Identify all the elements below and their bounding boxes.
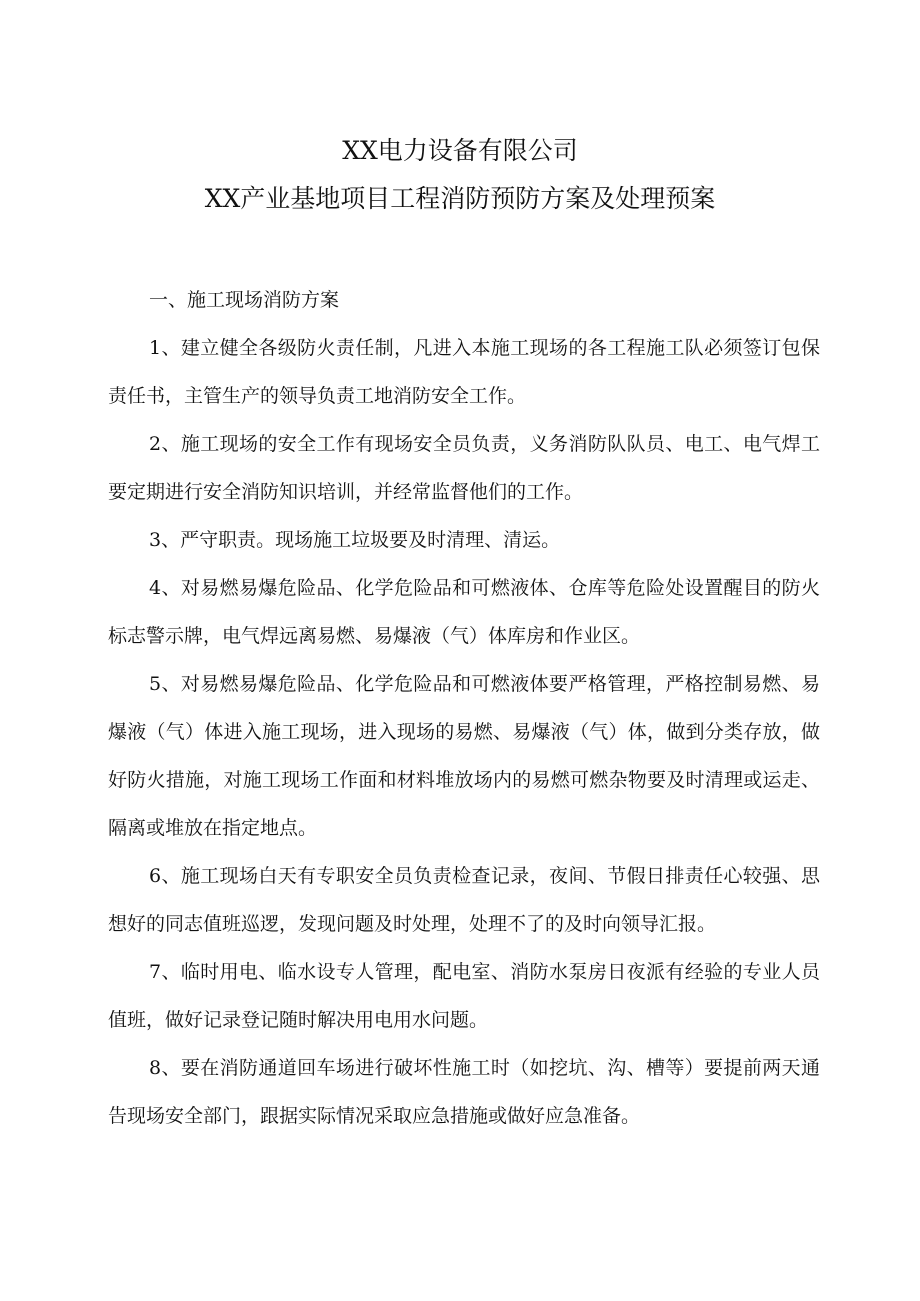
paragraph-1: 1、建立健全各级防火责任制，凡进入本施工现场的各工程施工队必须签订包保责任书，主管生产的领导负责工地消防安全工作。 xyxy=(108,337,820,407)
section-heading: 一、施工现场消防方案 xyxy=(149,289,340,311)
document-title: XX产业基地项目工程消防预防方案及处理预案 xyxy=(204,184,716,213)
paragraph-3: 3、严守职责。现场施工垃圾要及时清理、清运。 xyxy=(149,529,561,551)
paragraph-5: 5、对易燃易爆危险品、化学危险品和可燃液体要严格管理，严格控制易燃、易爆液（气）体进入施工现场，进入现场的易燃、易爆液（气）体，做到分类存放，做好防火措施，对施工现场工作面和材料堆放场内的易燃可燃杂物要及时清理或运走、隔离或堆放在指定地点。 xyxy=(108,673,820,839)
paragraph-4: 4、对易燃易爆危险品、化学危险品和可燃液体、仓库等危险处设置醒目的防火标志警示牌，电气焊远离易燃、易爆液（气）体库房和作业区。 xyxy=(108,577,820,647)
company-title: XX电力设备有限公司 xyxy=(342,136,578,165)
paragraph-2: 2、施工现场的安全工作有现场安全员负责，义务消防队队员、电工、电气焊工要定期进行安全消防知识培训，并经常监督他们的工作。 xyxy=(108,433,820,503)
document-body xyxy=(108,276,820,1140)
paragraph-6: 6、施工现场白天有专职安全员负责检查记录，夜间、节假日排责任心较强、思想好的同志值班巡逻，发现问题及时处理，处理不了的及时向领导汇报。 xyxy=(108,865,820,935)
paragraph-8: 8、要在消防通道回车场进行破坏性施工时（如挖坑、沟、槽等）要提前两天通告现场安全部门，跟据实际情况采取应急措施或做好应急准备。 xyxy=(108,1057,820,1127)
paragraph-7: 7、临时用电、临水设专人管理，配电室、消防水泵房日夜派有经验的专业人员值班，做好记录登记随时解决用电用水问题。 xyxy=(108,961,820,1031)
